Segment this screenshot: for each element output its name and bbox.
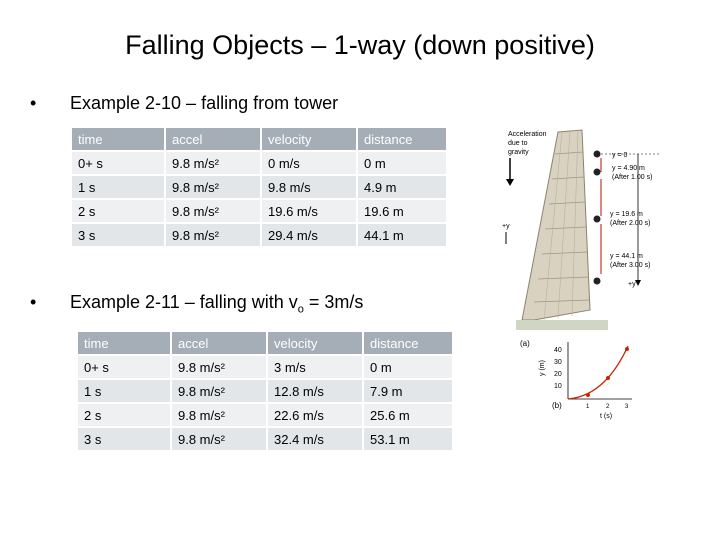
header-time: time xyxy=(78,332,170,354)
header-velocity: velocity xyxy=(262,128,356,150)
graph-ytick: 20 xyxy=(554,371,562,378)
cell-velocity: 32.4 m/s xyxy=(268,428,362,450)
cell-distance: 53.1 m xyxy=(364,428,452,450)
ball-position-icon xyxy=(594,278,601,285)
cell-velocity: 19.6 m/s xyxy=(262,200,356,222)
tower-ground xyxy=(516,320,608,330)
cell-time: 0+ s xyxy=(72,152,164,174)
cell-distance: 4.9 m xyxy=(358,176,446,198)
cell-distance: 44.1 m xyxy=(358,224,446,246)
graph-xtick: 3 xyxy=(625,404,629,410)
header-accel: accel xyxy=(172,332,266,354)
graph-curve xyxy=(568,346,628,399)
cell-accel: 9.8 m/s² xyxy=(166,200,260,222)
header-velocity: velocity xyxy=(268,332,362,354)
cell-velocity: 22.6 m/s xyxy=(268,404,362,426)
table-row xyxy=(72,200,446,222)
bullet-subscript: o xyxy=(297,303,304,316)
bullet-example-2-11 xyxy=(30,292,363,316)
table-header-row xyxy=(72,128,446,150)
graph-ytick: 40 xyxy=(554,347,562,354)
table-row xyxy=(72,152,446,174)
graph-ylabel: y (m) xyxy=(539,360,546,376)
cell-accel: 9.8 m/s² xyxy=(172,428,266,450)
table-row xyxy=(72,176,446,198)
cell-time: 0+ s xyxy=(78,356,170,378)
cell-time: 1 s xyxy=(78,380,170,402)
gravity-arrow-icon xyxy=(506,179,514,186)
table-row xyxy=(78,380,452,402)
label-y3: y = 44.1 m xyxy=(610,253,643,260)
cell-velocity: 3 m/s xyxy=(268,356,362,378)
table-row xyxy=(72,224,446,246)
ball-position-icon xyxy=(594,216,601,223)
table-row xyxy=(78,404,452,426)
cell-time: 2 s xyxy=(78,404,170,426)
graph-point xyxy=(586,393,590,397)
tower-figure xyxy=(500,124,680,429)
table-example-2-11 xyxy=(76,330,454,452)
panel-b-label: (b) xyxy=(552,401,562,410)
cell-distance: 7.9 m xyxy=(364,380,452,402)
plus-y-label-right: +y xyxy=(628,281,636,288)
graph-xlabel: t (s) xyxy=(600,413,613,420)
label-y3-time: (After 3.00 s) xyxy=(610,262,651,269)
cell-velocity: 29.4 m/s xyxy=(262,224,356,246)
graph-panel xyxy=(539,342,632,420)
cell-accel: 9.8 m/s² xyxy=(166,224,260,246)
tower-figure-svg xyxy=(500,124,680,424)
cell-accel: 9.8 m/s² xyxy=(172,380,266,402)
cell-time: 3 s xyxy=(78,428,170,450)
cell-distance: 19.6 m xyxy=(358,200,446,222)
bullet-text: Example 2-10 – falling from tower xyxy=(70,93,339,113)
cell-accel: 9.8 m/s² xyxy=(166,176,260,198)
bullet-text-prefix: Example 2-11 – falling with v xyxy=(70,292,298,312)
tower-body xyxy=(522,130,590,320)
bullet-example-2-10 xyxy=(30,93,338,114)
header-time: time xyxy=(72,128,164,150)
graph-point xyxy=(606,376,610,380)
graph-xtick: 2 xyxy=(606,404,610,410)
plus-y-label: +y xyxy=(502,223,510,230)
cell-velocity: 9.8 m/s xyxy=(262,176,356,198)
cell-accel: 9.8 m/s² xyxy=(172,404,266,426)
graph-point xyxy=(625,347,629,351)
measure-arrow-icon xyxy=(635,280,641,286)
header-distance: distance xyxy=(358,128,446,150)
header-accel: accel xyxy=(166,128,260,150)
cell-time: 3 s xyxy=(72,224,164,246)
panel-a-label: (a) xyxy=(520,339,530,348)
cell-velocity: 0 m/s xyxy=(262,152,356,174)
figure-caption-line: Acceleration xyxy=(508,131,547,138)
cell-time: 2 s xyxy=(72,200,164,222)
cell-accel: 9.8 m/s² xyxy=(172,356,266,378)
label-y2-time: (After 2.00 s) xyxy=(610,220,651,227)
graph-ytick: 30 xyxy=(554,359,562,366)
graph-ytick: 10 xyxy=(554,383,562,390)
table-row xyxy=(78,428,452,450)
ball-position-icon xyxy=(594,169,601,176)
label-y0: y = 0 xyxy=(612,152,628,159)
table-header-row xyxy=(78,332,452,354)
cell-velocity: 12.8 m/s xyxy=(268,380,362,402)
cell-distance: 0 m xyxy=(358,152,446,174)
cell-time: 1 s xyxy=(72,176,164,198)
label-y1: y = 4.90 m xyxy=(612,165,645,172)
bullet-marker: • xyxy=(30,292,37,312)
cell-distance: 25.6 m xyxy=(364,404,452,426)
cell-distance: 0 m xyxy=(364,356,452,378)
label-y2: y = 19.6 m xyxy=(610,211,643,218)
bullet-marker: • xyxy=(30,93,37,113)
table-example-2-10 xyxy=(70,126,448,248)
table-row xyxy=(78,356,452,378)
slide-title: Falling Objects – 1-way (down positive) xyxy=(125,30,595,60)
label-y1-time: (After 1.00 s) xyxy=(612,174,653,181)
graph-xtick: 1 xyxy=(586,404,590,410)
figure-caption-line: gravity xyxy=(508,149,529,156)
bullet-text-suffix: = 3m/s xyxy=(303,292,364,312)
figure-caption-line: due to xyxy=(508,140,528,147)
cell-accel: 9.8 m/s² xyxy=(166,152,260,174)
header-distance: distance xyxy=(364,332,452,354)
